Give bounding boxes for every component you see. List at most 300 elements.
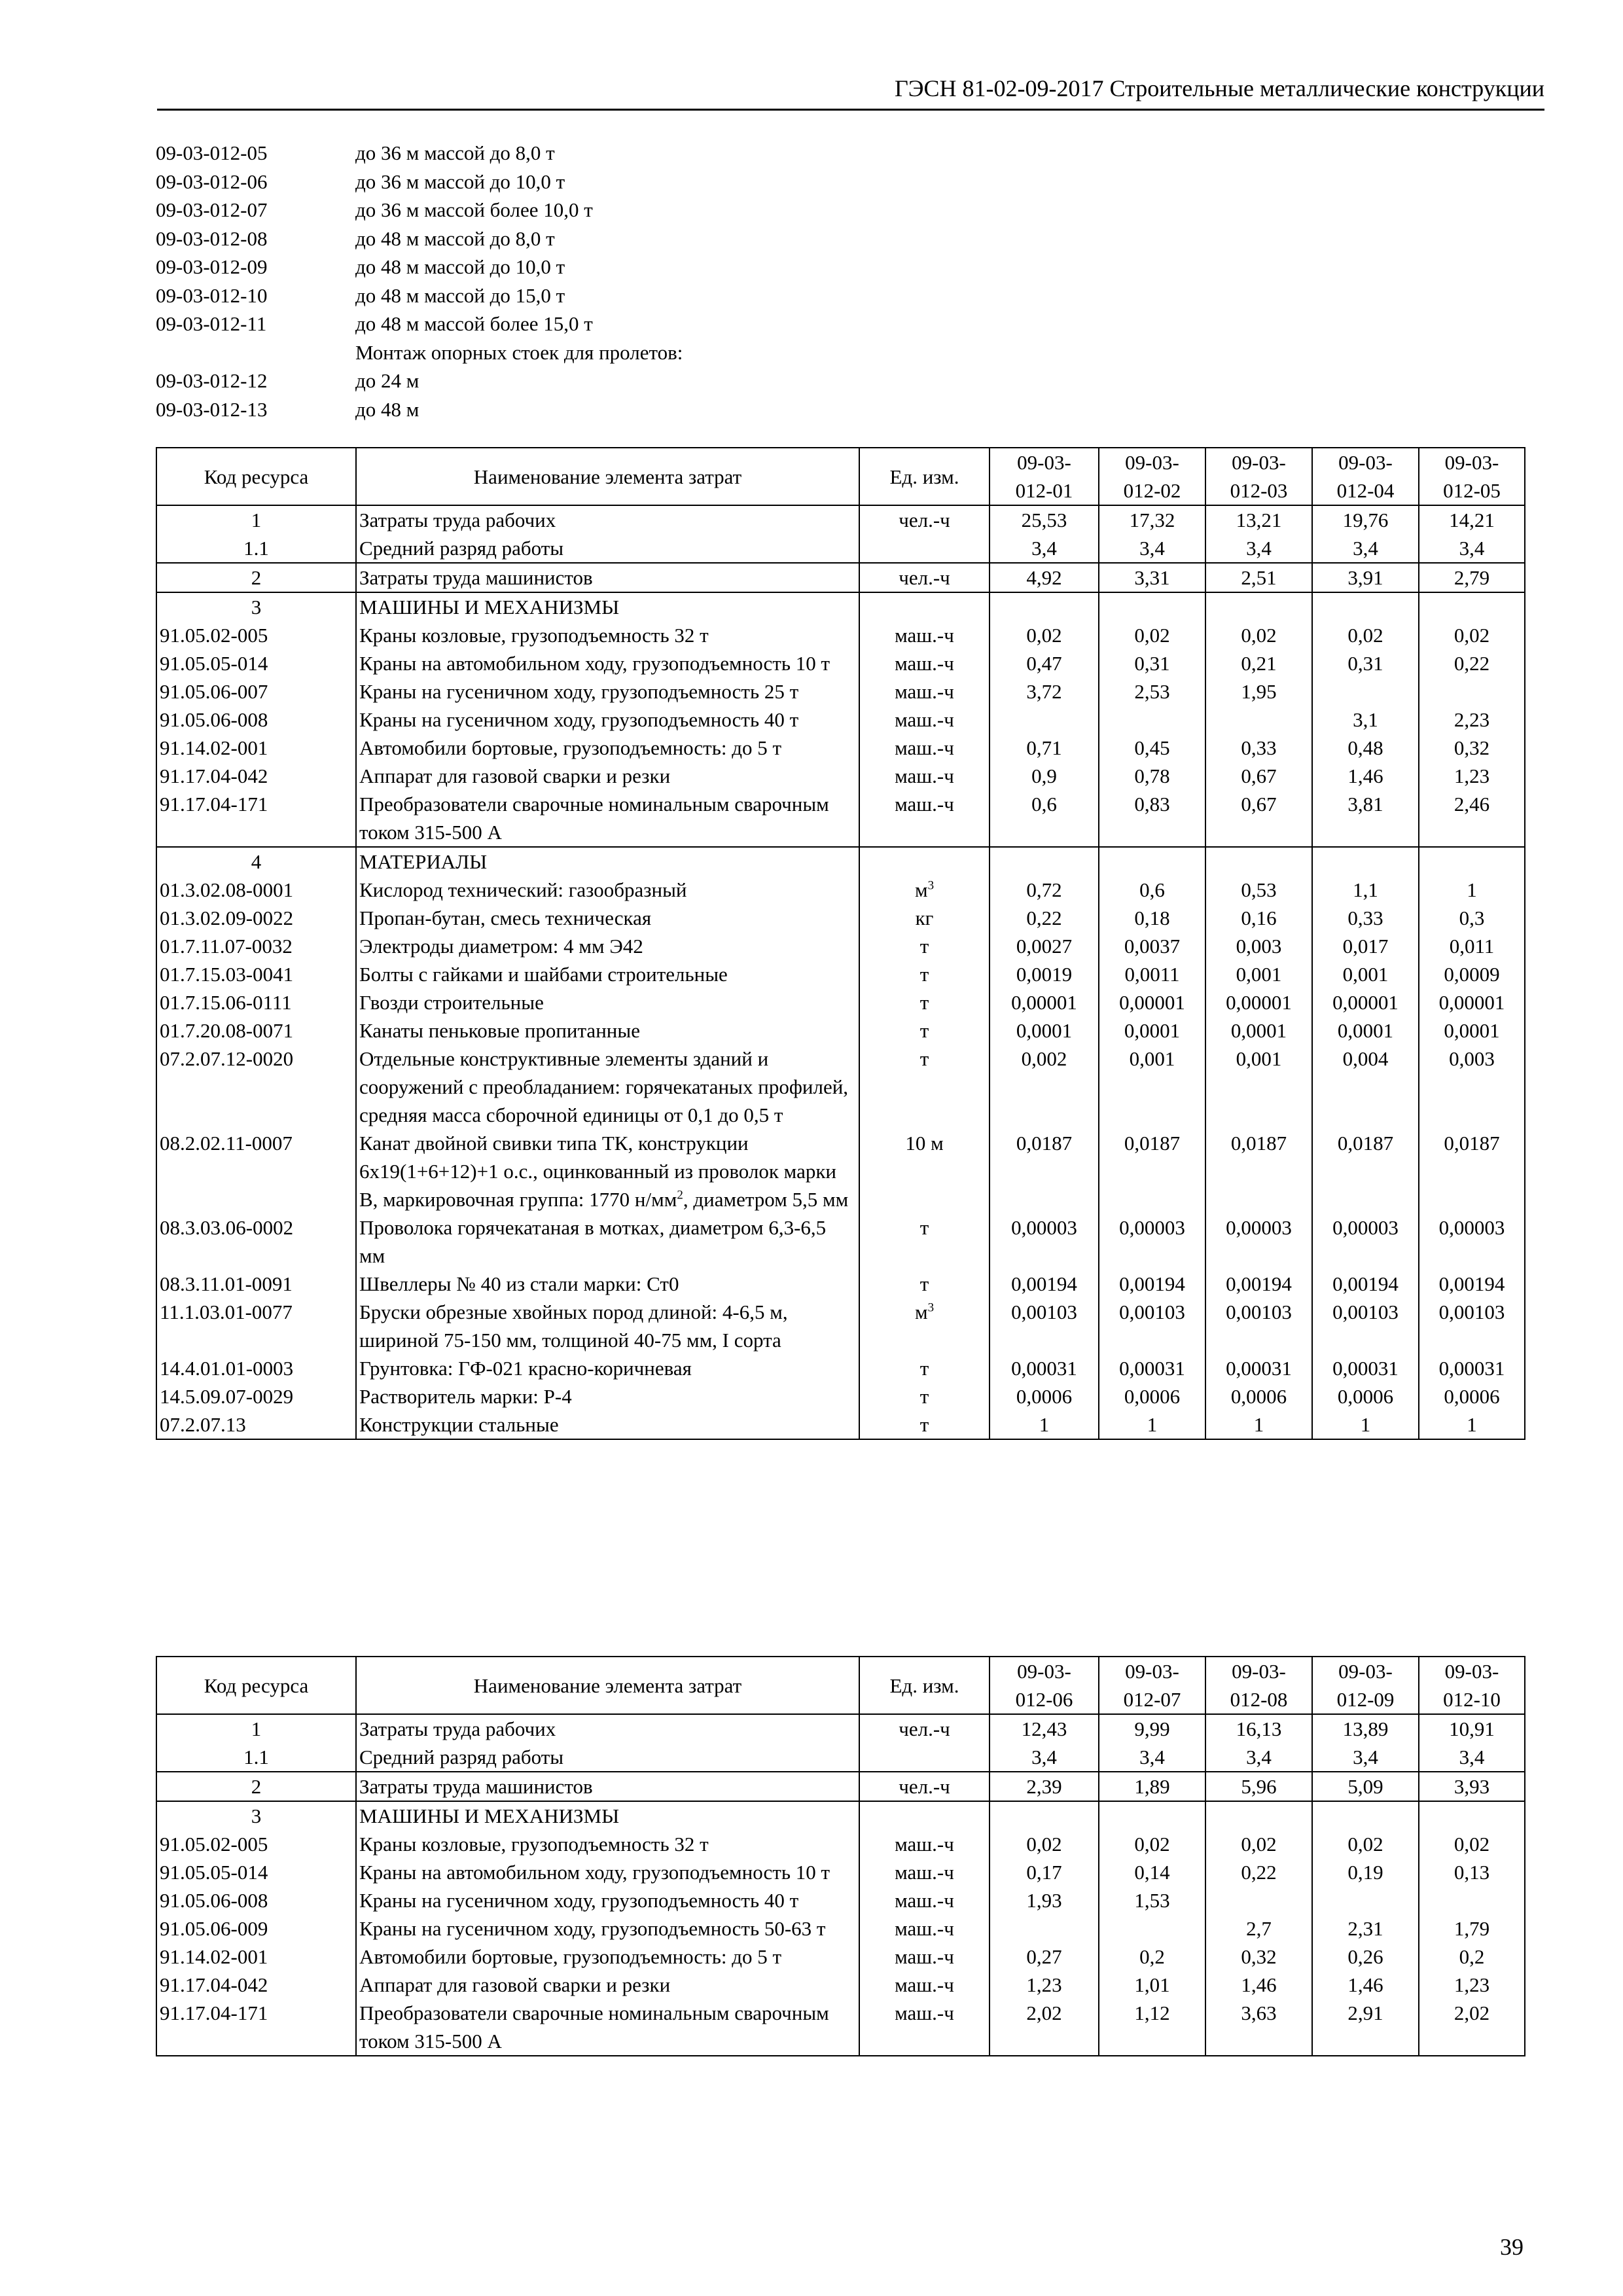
resource-name: Электроды диаметром: 4 мм Э42	[356, 932, 859, 960]
resource-value: 1,95	[1205, 677, 1312, 706]
header-name: Наименование элемента затрат	[356, 1657, 859, 1714]
resource-value: 3,31	[1099, 563, 1205, 592]
resource-value: 0,22	[1205, 1858, 1312, 1886]
resource-table-2	[156, 1656, 1525, 2056]
resource-value: 1,46	[1312, 762, 1419, 790]
resource-unit: маш.-ч	[859, 1999, 990, 2056]
resource-code: 91.17.04-042	[156, 1971, 356, 1999]
table-row	[156, 1943, 1525, 1971]
table-row	[156, 876, 1525, 904]
resource-value: 0,001	[1205, 1045, 1312, 1129]
resource-code: 14.5.09.07-0029	[156, 1382, 356, 1410]
resource-unit: чел.-ч	[859, 563, 990, 592]
resource-value: 3,4	[1099, 534, 1205, 563]
header-norm-code-bottom: 012-06	[1015, 1688, 1073, 1711]
resource-value: 3,4	[1312, 534, 1419, 563]
table-row	[156, 1382, 1525, 1410]
code-list-item	[156, 367, 941, 395]
table-row	[156, 1213, 1525, 1270]
resource-value: 0,22	[990, 904, 1099, 932]
header-norm-code-top: 09-03-	[1017, 1660, 1071, 1683]
code-list-item	[156, 281, 941, 310]
resource-code: 91.05.02-005	[156, 1830, 356, 1858]
table-row	[156, 1772, 1525, 1801]
resource-value: 2,46	[1419, 790, 1525, 847]
resource-value: 0,00103	[1099, 1298, 1205, 1354]
table-row	[156, 1971, 1525, 1999]
resource-value: 0,67	[1205, 790, 1312, 847]
resource-value: 3,4	[1205, 534, 1312, 563]
header-norm-code-bottom: 012-03	[1230, 479, 1288, 502]
resource-value: 0,19	[1312, 1858, 1419, 1886]
resource-name: Затраты труда машинистов	[356, 563, 859, 592]
section-number: 4	[156, 847, 356, 876]
table-row	[156, 677, 1525, 706]
header-norm-code-bottom: 012-04	[1336, 479, 1395, 502]
header-norm-code	[990, 1657, 1099, 1714]
resource-name: Краны на автомобильном ходу, грузоподъемность 10 т	[356, 649, 859, 677]
header-norm-code-top: 09-03-	[1338, 451, 1393, 474]
code-list-text: до 36 м массой более 10,0 т	[355, 198, 593, 221]
section-number: 3	[156, 592, 356, 621]
code-list-item	[156, 196, 941, 224]
resource-name: Грунтовка: ГФ-021 красно-коричневая	[356, 1354, 859, 1382]
resource-value: 0,00001	[1312, 988, 1419, 1016]
resource-value	[1419, 677, 1525, 706]
code-list-code: 09-03-012-11	[156, 312, 267, 335]
resource-value: 0,02	[990, 621, 1099, 649]
resource-unit: маш.-ч	[859, 706, 990, 734]
header-unit: Ед. изм.	[859, 1657, 990, 1714]
resource-value: 0,71	[990, 734, 1099, 762]
resource-value: 3,91	[1312, 563, 1419, 592]
resource-unit: маш.-ч	[859, 790, 990, 847]
resource-code: 91.17.04-171	[156, 790, 356, 847]
code-list-code: 09-03-012-09	[156, 255, 268, 278]
resource-value: 0,00003	[1099, 1213, 1205, 1270]
code-list-item	[156, 310, 941, 338]
resource-value: 0,02	[1205, 621, 1312, 649]
resource-unit: чел.-ч	[859, 1772, 990, 1801]
resource-value: 2,31	[1312, 1914, 1419, 1943]
resource-value	[1205, 706, 1312, 734]
resource-value: 0,00003	[1205, 1213, 1312, 1270]
code-list-item	[156, 139, 941, 168]
section-row	[156, 847, 1525, 876]
resource-value: 1	[1419, 1410, 1525, 1439]
header-norm-code	[990, 448, 1099, 505]
resource-value: 1	[1205, 1410, 1312, 1439]
resource-code: 11.1.03.01-0077	[156, 1298, 356, 1354]
resource-unit: т	[859, 960, 990, 988]
resource-value: 0,00031	[990, 1354, 1099, 1382]
resource-code: 01.3.02.08-0001	[156, 876, 356, 904]
table-row	[156, 1999, 1525, 2056]
resource-value	[1312, 1886, 1419, 1914]
table-row	[156, 1743, 1525, 1772]
resource-code: 01.3.02.09-0022	[156, 904, 356, 932]
resource-value: 0,0006	[1419, 1382, 1525, 1410]
resource-value: 3,4	[990, 534, 1099, 563]
resource-unit: чел.-ч	[859, 505, 990, 534]
resource-name: Затраты труда машинистов	[356, 1772, 859, 1801]
resource-name: Краны на гусеничном ходу, грузоподъемность 25 т	[356, 677, 859, 706]
resource-name: Средний разряд работы	[356, 1743, 859, 1772]
resource-value: 1,23	[990, 1971, 1099, 1999]
header-code: Код ресурса	[156, 1657, 356, 1714]
resource-value: 0,00003	[990, 1213, 1099, 1270]
unit-base: м	[914, 1300, 928, 1323]
resource-value: 1,79	[1419, 1914, 1525, 1943]
resource-value: 0,0187	[990, 1129, 1099, 1213]
resource-code: 91.17.04-171	[156, 1999, 356, 2056]
resource-value: 0,0009	[1419, 960, 1525, 988]
resource-value: 2,02	[990, 1999, 1099, 2056]
resource-code: 91.05.02-005	[156, 621, 356, 649]
resource-unit: т	[859, 1410, 990, 1439]
resource-value: 0,00001	[1205, 988, 1312, 1016]
resource-value: 0,0001	[1419, 1016, 1525, 1045]
code-list-code: 09-03-012-08	[156, 226, 268, 250]
table-row	[156, 960, 1525, 988]
resource-code: 1	[156, 505, 356, 534]
resource-table-1	[156, 447, 1525, 1440]
resource-unit: чел.-ч	[859, 1714, 990, 1743]
resource-value: 3,63	[1205, 1999, 1312, 2056]
resource-name: Краны на гусеничном ходу, грузоподъемность 40 т	[356, 706, 859, 734]
resource-value: 1	[1419, 876, 1525, 904]
resource-code: 91.17.04-042	[156, 762, 356, 790]
resource-value: 0,00001	[1099, 988, 1205, 1016]
resource-unit: маш.-ч	[859, 1886, 990, 1914]
resource-value: 0,78	[1099, 762, 1205, 790]
table-row	[156, 1016, 1525, 1045]
header-name: Наименование элемента затрат	[356, 448, 859, 505]
resource-value: 1,12	[1099, 1999, 1205, 2056]
resource-value: 1	[1312, 1410, 1419, 1439]
table-row	[156, 1830, 1525, 1858]
resource-value: 1,46	[1312, 1971, 1419, 1999]
header-norm-code-bottom: 012-01	[1015, 479, 1073, 502]
resource-value: 0,0001	[990, 1016, 1099, 1045]
resource-value: 0,00031	[1205, 1354, 1312, 1382]
resource-name	[356, 1129, 859, 1213]
resource-value: 0,00194	[1312, 1270, 1419, 1298]
resource-value: 4,92	[990, 563, 1099, 592]
code-list	[156, 139, 941, 423]
resource-value: 0,00194	[990, 1270, 1099, 1298]
header-norm-code	[1312, 1657, 1419, 1714]
header-norm-code-top: 09-03-	[1444, 1660, 1499, 1683]
resource-value: 17,32	[1099, 505, 1205, 534]
resource-name: Болты с гайками и шайбами строительные	[356, 960, 859, 988]
table-row	[156, 1914, 1525, 1943]
resource-code: 91.05.06-008	[156, 1886, 356, 1914]
resource-unit: маш.-ч	[859, 1971, 990, 1999]
resource-value: 0,31	[1099, 649, 1205, 677]
table-header-row	[156, 448, 1525, 505]
code-list-item	[156, 395, 941, 424]
header-unit: Ед. изм.	[859, 448, 990, 505]
resource-name: Отдельные конструктивные элементы зданий и сооружений с преобладанием: горячекатаных профилей, средняя масса сборочной единицы от 0,1 до 0,5 т	[356, 1045, 859, 1129]
resource-value: 1,01	[1099, 1971, 1205, 1999]
code-list-text: до 36 м массой до 8,0 т	[355, 141, 555, 164]
table-row	[156, 988, 1525, 1016]
resource-code: 08.3.03.06-0002	[156, 1213, 356, 1270]
resource-value: 0,001	[1205, 960, 1312, 988]
page-number: 39	[1500, 2234, 1524, 2260]
resource-name: Канаты пеньковые пропитанные	[356, 1016, 859, 1045]
resource-value: 13,89	[1312, 1714, 1419, 1743]
resource-value: 0,02	[1312, 1830, 1419, 1858]
resource-code: 07.2.07.13	[156, 1410, 356, 1439]
resource-unit: т	[859, 1270, 990, 1298]
resource-name: Кислород технический: газообразный	[356, 876, 859, 904]
document-title: ГЭСН 81-02-09-2017 Строительные металлические конструкции	[894, 75, 1544, 101]
resource-value: 0,00194	[1099, 1270, 1205, 1298]
header-norm-code-bottom: 012-09	[1336, 1688, 1395, 1711]
table-row	[156, 1714, 1525, 1743]
resource-name: Швеллеры № 40 из стали марки: Ст0	[356, 1270, 859, 1298]
resource-value: 0,0006	[1099, 1382, 1205, 1410]
resource-value: 0,004	[1312, 1045, 1419, 1129]
resource-value: 0,00103	[1312, 1298, 1419, 1354]
table-row	[156, 790, 1525, 847]
resource-value: 2,91	[1312, 1999, 1419, 2056]
resource-value: 1,89	[1099, 1772, 1205, 1801]
resource-value: 12,43	[990, 1714, 1099, 1743]
resource-unit: т	[859, 932, 990, 960]
resource-value: 0,22	[1419, 649, 1525, 677]
resource-value: 0,02	[1419, 1830, 1525, 1858]
resource-name: Конструкции стальные	[356, 1410, 859, 1439]
header-norm-code-bottom: 012-10	[1443, 1688, 1501, 1711]
resource-value: 5,09	[1312, 1772, 1419, 1801]
header-norm-code	[1205, 448, 1312, 505]
unit-superscript: 3	[927, 878, 935, 893]
code-list-text: до 48 м массой до 10,0 т	[355, 255, 565, 278]
resource-value: 0,02	[1419, 621, 1525, 649]
resource-name: Краны козловые, грузоподъемность 32 т	[356, 621, 859, 649]
resource-unit: т	[859, 1354, 990, 1382]
resource-value: 3,72	[990, 677, 1099, 706]
resource-unit: т	[859, 1213, 990, 1270]
section-title: МАШИНЫ И МЕХАНИЗМЫ	[356, 1801, 859, 1830]
table-row	[156, 1270, 1525, 1298]
header-norm-code	[1419, 448, 1525, 505]
resource-name: Затраты труда рабочих	[356, 505, 859, 534]
resource-value: 0,02	[1312, 621, 1419, 649]
resource-name: Краны на автомобильном ходу, грузоподъемность 10 т	[356, 1858, 859, 1886]
resource-name-part: Канат двойной свивки типа ТК, конструкции 6х19(1+6+12)+1 о.с., оцинкованный из проволок марки В, маркировочная группа: 1770 н/мм	[359, 1132, 836, 1211]
resource-name: Бруски обрезные хвойных пород длиной: 4-6,5 м, шириной 75-150 мм, толщиной 40-75 мм, I сорта	[356, 1298, 859, 1354]
resource-value: 0,00003	[1419, 1213, 1525, 1270]
resource-unit: т	[859, 1382, 990, 1410]
resource-name: Пропан-бутан, смесь техническая	[356, 904, 859, 932]
resource-name: Автомобили бортовые, грузоподъемность: до 5 т	[356, 1943, 859, 1971]
resource-value: 3,81	[1312, 790, 1419, 847]
resource-value: 0,83	[1099, 790, 1205, 847]
resource-unit	[859, 1298, 990, 1354]
header-norm-code	[1419, 1657, 1525, 1714]
code-list-text: до 36 м массой до 10,0 т	[355, 170, 565, 193]
table-row	[156, 762, 1525, 790]
resource-name: Затраты труда рабочих	[356, 1714, 859, 1743]
resource-unit: маш.-ч	[859, 1830, 990, 1858]
header-norm-code-bottom: 012-08	[1230, 1688, 1288, 1711]
resource-value: 14,21	[1419, 505, 1525, 534]
resource-value: 1,46	[1205, 1971, 1312, 1999]
table-row	[156, 505, 1525, 534]
code-list-item	[156, 253, 941, 281]
resource-code: 08.3.11.01-0091	[156, 1270, 356, 1298]
resource-value: 0,0037	[1099, 932, 1205, 960]
resource-value: 0,48	[1312, 734, 1419, 762]
resource-name: Краны на гусеничном ходу, грузоподъемность 40 т	[356, 1886, 859, 1914]
resource-name: Автомобили бортовые, грузоподъемность: до 5 т	[356, 734, 859, 762]
resource-name: Краны на гусеничном ходу, грузоподъемность 50-63 т	[356, 1914, 859, 1943]
resource-value: 1,23	[1419, 762, 1525, 790]
resource-value: 2,7	[1205, 1914, 1312, 1943]
table-row	[156, 1886, 1525, 1914]
table-row	[156, 534, 1525, 563]
resource-value: 13,21	[1205, 505, 1312, 534]
resource-value: 0,0001	[1099, 1016, 1205, 1045]
table-header-row	[156, 1657, 1525, 1714]
resource-value: 0,33	[1205, 734, 1312, 762]
resource-value: 0,31	[1312, 649, 1419, 677]
resource-unit	[859, 1743, 990, 1772]
resource-value: 10,91	[1419, 1714, 1525, 1743]
header-norm-code	[1099, 1657, 1205, 1714]
section-title: МАШИНЫ И МЕХАНИЗМЫ	[356, 592, 859, 621]
resource-value: 0,18	[1099, 904, 1205, 932]
resource-code: 91.05.06-008	[156, 706, 356, 734]
resource-code: 01.7.20.08-0071	[156, 1016, 356, 1045]
table-row	[156, 734, 1525, 762]
table-row	[156, 649, 1525, 677]
resource-value: 2,23	[1419, 706, 1525, 734]
resource-value	[1419, 1886, 1525, 1914]
resource-value	[1099, 1914, 1205, 1943]
resource-value: 0,00031	[1099, 1354, 1205, 1382]
resource-unit: т	[859, 1045, 990, 1129]
resource-value: 2,79	[1419, 563, 1525, 592]
resource-code: 91.14.02-001	[156, 1943, 356, 1971]
table-row	[156, 1354, 1525, 1382]
resource-value: 0,001	[1312, 960, 1419, 988]
resource-value: 0,32	[1205, 1943, 1312, 1971]
resource-value: 0,00001	[1419, 988, 1525, 1016]
header-norm-code	[1312, 448, 1419, 505]
resource-unit: маш.-ч	[859, 734, 990, 762]
resource-value: 0,16	[1205, 904, 1312, 932]
resource-code: 2	[156, 1772, 356, 1801]
resource-value	[1205, 1886, 1312, 1914]
code-list-text: до 48 м массой до 8,0 т	[355, 226, 555, 250]
resource-name: Растворитель марки: Р-4	[356, 1382, 859, 1410]
table-row	[156, 563, 1525, 592]
resource-value: 0,47	[990, 649, 1099, 677]
table-row	[156, 1129, 1525, 1213]
section-row	[156, 592, 1525, 621]
resource-value	[1312, 677, 1419, 706]
resource-value	[1099, 706, 1205, 734]
resource-name: Проволока горячекатаная в мотках, диаметром 6,3-6,5 мм	[356, 1213, 859, 1270]
resource-value: 0,2	[1419, 1943, 1525, 1971]
section-number: 3	[156, 1801, 356, 1830]
resource-code: 01.7.15.06-0111	[156, 988, 356, 1016]
resource-value: 0,00031	[1312, 1354, 1419, 1382]
code-list-item	[156, 224, 941, 253]
resource-value: 0,003	[1205, 932, 1312, 960]
resource-unit: т	[859, 1016, 990, 1045]
header-code: Код ресурса	[156, 448, 356, 505]
resource-value: 0,0027	[990, 932, 1099, 960]
table-row	[156, 932, 1525, 960]
resource-value: 2,02	[1419, 1999, 1525, 2056]
resource-unit	[859, 534, 990, 563]
code-list-text: Монтаж опорных стоек для пролетов:	[355, 340, 683, 364]
code-list-text: до 24 м	[355, 369, 419, 392]
resource-value: 3,4	[1205, 1743, 1312, 1772]
resource-value: 0,6	[990, 790, 1099, 847]
resource-value: 0,67	[1205, 762, 1312, 790]
code-list-text: до 48 м массой более 15,0 т	[355, 312, 593, 335]
resource-value: 0,32	[1419, 734, 1525, 762]
table-row	[156, 1045, 1525, 1129]
resource-value: 0,21	[1205, 649, 1312, 677]
resource-value: 3,93	[1419, 1772, 1525, 1801]
resource-value: 1	[990, 1410, 1099, 1439]
resource-value: 1	[1099, 1410, 1205, 1439]
resource-value: 0,017	[1312, 932, 1419, 960]
resource-value: 0,0006	[990, 1382, 1099, 1410]
resource-value: 0,00031	[1419, 1354, 1525, 1382]
table-row	[156, 1298, 1525, 1354]
header-norm-code-top: 09-03-	[1232, 1660, 1286, 1683]
resource-value: 0,011	[1419, 932, 1525, 960]
resource-unit: кг	[859, 904, 990, 932]
unit-superscript: 3	[927, 1300, 935, 1315]
resource-name: Средний разряд работы	[356, 534, 859, 563]
resource-value: 16,13	[1205, 1714, 1312, 1743]
resource-value: 0,00003	[1312, 1213, 1419, 1270]
code-list-text: до 48 м	[355, 397, 419, 421]
code-list-item	[156, 338, 941, 367]
resource-value: 3,4	[990, 1743, 1099, 1772]
header-norm-code-top: 09-03-	[1444, 451, 1499, 474]
unit-base: м	[914, 878, 928, 901]
resource-value: 3,4	[1419, 1743, 1525, 1772]
header-norm-code-top: 09-03-	[1125, 451, 1179, 474]
code-list-code: 09-03-012-06	[156, 170, 268, 193]
resource-code: 91.05.06-009	[156, 1914, 356, 1943]
resource-value: 0,02	[1099, 621, 1205, 649]
code-list-code: 09-03-012-05	[156, 141, 268, 164]
header-norm-code-bottom: 012-05	[1443, 479, 1501, 502]
resource-value: 2,39	[990, 1772, 1099, 1801]
resource-value: 2,51	[1205, 563, 1312, 592]
resource-value: 0,02	[1099, 1830, 1205, 1858]
resource-value: 9,99	[1099, 1714, 1205, 1743]
page-header	[157, 73, 1544, 111]
resource-value: 0,0187	[1312, 1129, 1419, 1213]
code-list-item	[156, 168, 941, 196]
resource-value: 0,14	[1099, 1858, 1205, 1886]
code-list-code: 09-03-012-13	[156, 397, 268, 421]
resource-code: 91.05.05-014	[156, 1858, 356, 1886]
